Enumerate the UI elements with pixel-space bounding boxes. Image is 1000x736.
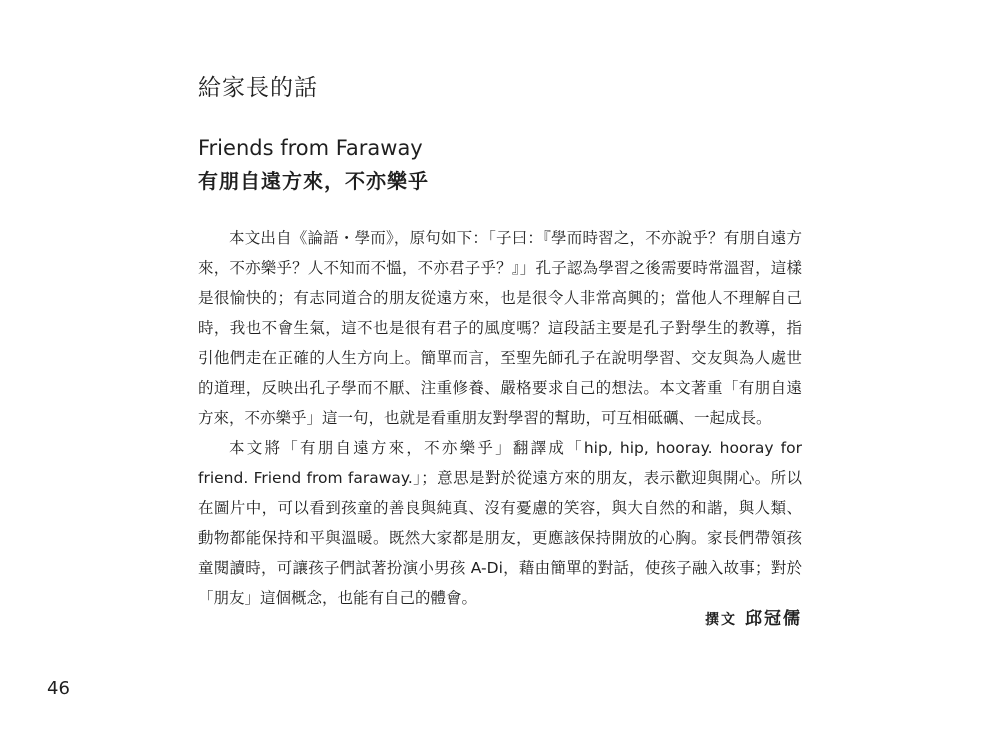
paragraph-1: 本文出自《論語・學而》，原句如下：「子曰：『學而時習之，不亦說乎？有朋自遠方來，不亦樂乎？人不知而不慍，不亦君子乎？』」孔子認為學習之後需要時常溫習，這樣是很愉快的；有志同道合的朋友從遠方來，也是很令人非常高興的；當他人不理解自己時，我也不會生氣，這不也是很有君子的風度嗎？這段話主要是孔子對學生的教導，指引他們走在正確的人生方向上。簡單而言，至聖先師孔子在說明學習、交友與為人處世的道理，反映出孔子學而不厭、注重修養、嚴格要求自己的想法。本文著重「有朋自遠方來，不亦樂乎」這一句，也就是看重朋友對學習的幫助，可互相砥礪、一起成長。: [198, 229, 802, 427]
signature-author: 邱冠儒: [745, 609, 802, 629]
page-heading: 給家長的話: [198, 75, 318, 101]
title-english: Friends from Faraway: [198, 136, 423, 160]
signature-label: 撰文: [705, 612, 737, 628]
author-signature: [705, 604, 802, 629]
title-chinese: 有朋自遠方來，不亦樂乎: [198, 169, 429, 193]
body-text: [198, 223, 802, 613]
page-number: 46: [47, 678, 70, 699]
paragraph-2: 本文將「有朋自遠方來，不亦樂乎」翻譯成「hip, hip, hooray. hooray for friend. Friend from faraway.」；意思是對於從遠方來的朋友，表示歡迎與開心。所以在圖片中，可以看到孩童的善良與純真、沒有憂慮的笑容，與大自然的和諧，與人類、動物都能保持和平與溫暖。既然大家都是朋友，更應該保持開放的心胸。家長們帶領孩童閱讀時，可讓孩子們試著扮演小男孩 A-Di，藉由簡單的對話，使孩子融入故事；對於「朋友」這個概念，也能有自己的體會。: [198, 439, 802, 607]
